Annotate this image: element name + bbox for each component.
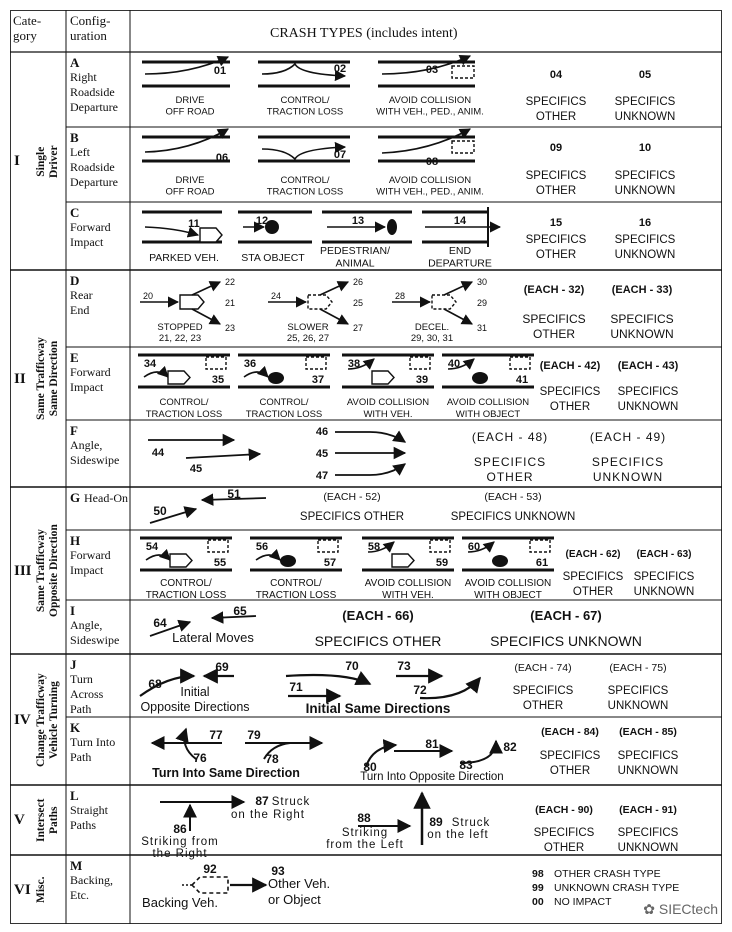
label-text: 00 — [532, 896, 544, 908]
label-text: SPECIFICS — [522, 312, 586, 326]
label-text: 70 — [345, 659, 359, 673]
watermark-text: SIECtech — [658, 901, 718, 917]
label-text: WITH OBJECT — [474, 590, 542, 601]
label-text: (EACH - 62) — [565, 549, 621, 560]
label-text: SPECIFICS — [617, 750, 679, 762]
row-letter: A — [70, 55, 80, 70]
label-text: 65 — [233, 604, 247, 618]
label-text: SPECIFICS — [562, 571, 624, 583]
category-roman: I — [14, 153, 20, 169]
label-text: (EACH - 52) — [323, 491, 381, 503]
object-icon — [387, 219, 397, 235]
label-text: SPECIFICS — [610, 312, 674, 326]
vehicle-path — [146, 555, 170, 560]
label-text: (EACH - 43) — [617, 360, 679, 372]
label-text: Lateral Moves — [172, 630, 254, 645]
label-text: WITH VEH. — [363, 409, 413, 420]
watermark — [643, 901, 718, 918]
label-text: 20 — [142, 291, 154, 301]
object-icon — [280, 555, 296, 567]
label-text: 71 — [289, 680, 303, 694]
label-text: 22 — [224, 277, 236, 287]
label-text: UNKNOWN CRASH TYPE — [554, 882, 680, 894]
label-text: UNKNOWN — [614, 249, 676, 261]
object-icon — [472, 372, 488, 384]
label-text: OTHER — [522, 700, 564, 712]
label-text: AVOID COLLISION — [388, 175, 472, 186]
label-text: TRACTION LOSS — [145, 409, 223, 420]
label-text: 87 — [255, 794, 269, 808]
label-text: CONTROL/ — [270, 578, 322, 589]
label-text: 47 — [315, 470, 329, 482]
label-text: 30 — [476, 277, 488, 287]
label-text: 93 — [271, 864, 285, 878]
label-text: SPECIFICS — [617, 827, 679, 839]
vehicle-box — [410, 357, 430, 369]
label-text: (EACH - 75) — [609, 662, 667, 674]
row-name: Forward Impact — [70, 365, 111, 394]
label-text: Initial — [180, 685, 210, 699]
vehicle-icon — [308, 295, 332, 309]
label-text: SPECIFICS UNKNOWN — [450, 511, 576, 523]
label-text: the Right — [152, 848, 208, 860]
vehicle-path — [262, 147, 345, 159]
label-text: NO IMPACT — [554, 896, 612, 908]
vehicle-path — [335, 432, 405, 442]
row-letter: E — [70, 350, 79, 365]
label-text: SPECIFICS UNKNOWN — [490, 633, 642, 649]
row-name: Turn Into Path — [70, 735, 116, 764]
category-name: Same Trafficway Opposite Direction — [35, 524, 60, 617]
label-text: Striking — [341, 827, 389, 839]
label-text: UNKNOWN — [614, 185, 676, 197]
vehicle-box — [452, 66, 474, 78]
label-text: WITH OBJECT — [455, 409, 521, 420]
label-text: AVOID COLLISION — [364, 578, 452, 589]
label-text: SPECIFICS — [607, 685, 669, 697]
label-text: 38 — [347, 358, 361, 370]
label-text: OTHER — [543, 842, 585, 854]
label-text: OFF ROAD — [165, 106, 215, 118]
row-letter: F — [70, 423, 78, 438]
row-name: Left Roadside Departure — [70, 145, 118, 189]
row-name: Forward Impact — [70, 220, 111, 249]
label-text: (EACH - 66) — [342, 608, 414, 623]
label-text: 55 — [213, 557, 227, 569]
label-text: 79 — [247, 728, 261, 742]
label-text: (EACH - 33) — [611, 284, 673, 296]
row-letter: J — [70, 657, 77, 672]
label-text: 89 — [429, 815, 443, 829]
label-text: 29 — [476, 298, 488, 308]
label-text: (EACH - 53) — [484, 491, 542, 503]
label-text: WITH VEH., PED., ANIM. — [376, 186, 484, 198]
vehicle-box — [530, 540, 550, 552]
vehicle-path — [192, 282, 220, 295]
row-letter: M — [70, 858, 83, 873]
label-text: 29, 30, 31 — [410, 333, 454, 344]
label-text: 45 — [315, 448, 329, 460]
label-text: 02 — [333, 63, 347, 75]
label-text: 58 — [367, 541, 381, 553]
label-text: (EACH - 42) — [539, 360, 601, 372]
label-text: (EACH - 63) — [636, 549, 692, 560]
label-text: 45 — [189, 463, 203, 475]
vehicle-path — [186, 454, 260, 458]
label-text: 11 — [188, 218, 200, 230]
label-text: 50 — [153, 504, 167, 518]
label-text: STOPPED — [157, 322, 203, 333]
label-text: END — [448, 245, 472, 257]
label-text: Opposite Directions — [140, 700, 250, 714]
label-text: SPECIFICS — [539, 750, 601, 762]
label-text: TRACTION LOSS — [255, 590, 337, 601]
label-text: 34 — [143, 358, 157, 370]
label-text: 76 — [193, 751, 207, 765]
label-text: Initial Same Directions — [305, 701, 451, 716]
label-text: ANIMAL — [335, 257, 375, 270]
label-text: SPECIFICS — [525, 96, 587, 108]
label-text: Backing Veh. — [142, 895, 218, 910]
label-text: SPECIFICS — [617, 386, 679, 398]
vehicle-path — [256, 555, 280, 560]
label-text: SPECIFICS — [614, 96, 676, 108]
label-text: 46 — [315, 426, 329, 438]
header-category: Cate- gory — [13, 13, 42, 43]
label-text: OTHER — [572, 586, 614, 598]
vehicle-box — [510, 357, 530, 369]
label-text: 77 — [209, 728, 223, 742]
label-text: WITH VEH., PED., ANIM. — [376, 106, 484, 118]
vehicle-icon — [170, 554, 192, 567]
label-text: 25 — [352, 298, 364, 308]
label-text: 72 — [413, 683, 427, 697]
label-text: 59 — [435, 557, 449, 569]
row-name: Forward Impact — [70, 548, 111, 577]
label-text: TRACTION LOSS — [266, 186, 344, 198]
label-text: 86 — [173, 822, 187, 836]
vehicle-icon — [168, 371, 190, 384]
label-text: 13 — [351, 215, 365, 227]
header-crash-types: CRASH TYPES (includes intent) — [270, 26, 458, 41]
label-text: 64 — [153, 616, 167, 630]
category-roman: VI — [14, 881, 31, 898]
label-text: CONTROL/ — [280, 175, 330, 186]
vehicle-icon — [200, 228, 222, 242]
label-text: (EACH - 84) — [541, 726, 599, 738]
vehicle-box — [430, 540, 450, 552]
row-name: Straight Paths — [70, 803, 108, 832]
label-text: or Object — [268, 892, 321, 907]
category-name: Intersect Paths — [35, 798, 60, 842]
label-text: SPECIFICS OTHER — [314, 633, 442, 649]
label-text: CONTROL/ — [159, 397, 209, 408]
label-text: (EACH - 91) — [619, 804, 677, 816]
label-text: 35 — [211, 374, 225, 386]
label-text: 44 — [151, 447, 165, 459]
vehicle-icon — [180, 295, 204, 309]
label-text: Struck — [451, 817, 491, 829]
wechat-icon: ✿ — [643, 901, 659, 917]
vehicle-icon — [372, 371, 394, 384]
label-text: 40 — [447, 358, 461, 370]
label-text: 10 — [638, 142, 652, 154]
label-text: from the Left — [326, 839, 404, 851]
row-name: Backing, Etc. — [70, 873, 113, 902]
object-icon — [268, 372, 284, 384]
label-text: 99 — [532, 882, 544, 894]
label-text: (EACH - 74) — [514, 662, 572, 674]
label-text: SPECIFICS — [525, 170, 587, 182]
label-text: UNKNOWN — [607, 700, 669, 712]
row-name: Angle, Sideswipe — [70, 618, 120, 647]
label-text: Turn Into Same Direction — [152, 766, 300, 780]
label-text: AVOID COLLISION — [346, 397, 430, 408]
label-text: AVOID COLLISION — [388, 95, 472, 106]
label-text: 14 — [453, 215, 467, 227]
label-text: (EACH - 48) — [471, 430, 549, 444]
label-text: 57 — [323, 557, 337, 569]
row-letter: K — [70, 720, 81, 735]
label-text: CONTROL/ — [259, 397, 309, 408]
label-text: DEPARTURE — [428, 257, 492, 270]
label-text: 08 — [425, 156, 439, 168]
label-text: OTHER — [549, 401, 591, 413]
label-text: 04 — [549, 69, 563, 81]
label-text: 80 — [363, 760, 377, 774]
category-roman: V — [14, 812, 25, 828]
vehicle-path — [145, 129, 228, 152]
label-text: CONTROL/ — [160, 578, 212, 589]
label-text: 73 — [397, 659, 411, 673]
label-text: 61 — [535, 557, 549, 569]
label-text: OTHER — [533, 327, 575, 341]
label-text: PEDESTRIAN/ — [319, 245, 391, 257]
label-text: DRIVE — [175, 95, 205, 106]
label-text: OFF ROAD — [165, 186, 215, 198]
vehicle-path — [262, 64, 345, 76]
label-text: SPECIFICS — [512, 685, 574, 697]
label-text: 15 — [549, 217, 563, 229]
category-roman: IV — [14, 711, 31, 728]
category-roman: II — [14, 370, 26, 387]
label-text: 12 — [255, 215, 269, 227]
label-text: UNKNOWN — [617, 401, 679, 413]
label-text: Other Veh. — [268, 876, 331, 891]
row-letter: B — [70, 130, 79, 145]
row-letter: G — [70, 490, 81, 505]
row-letter: H — [70, 533, 81, 548]
label-text: SPECIFICS OTHER — [299, 511, 405, 523]
label-text: 54 — [145, 541, 159, 553]
label-text: 98 — [532, 868, 544, 880]
label-text: 68 — [148, 677, 162, 691]
label-text: 03 — [425, 64, 439, 76]
label-text: 69 — [215, 660, 229, 674]
vehicle-icon — [392, 554, 414, 567]
label-text: 28 — [394, 291, 406, 301]
vehicle-box — [452, 141, 474, 153]
row-letter: D — [70, 273, 80, 288]
vehicle-box — [208, 540, 228, 552]
label-text: 37 — [311, 374, 325, 386]
label-text: OTHER — [535, 249, 577, 261]
label-text: 41 — [515, 374, 529, 386]
label-text: (EACH - 85) — [619, 726, 677, 738]
label-text: 81 — [425, 737, 439, 751]
label-text: 83 — [459, 758, 473, 772]
label-text: 78 — [265, 752, 279, 766]
label-text: DECEL. — [414, 322, 450, 333]
label-text: UNKNOWN — [633, 586, 695, 598]
category-name: Misc. — [35, 876, 47, 903]
label-text: (EACH - 49) — [589, 430, 667, 444]
label-text: SPECIFICS — [533, 827, 595, 839]
label-text: UNKNOWN — [617, 842, 679, 854]
label-text: UNKNOWN — [617, 765, 679, 777]
label-text: Struck — [271, 796, 311, 808]
label-text: 88 — [357, 811, 371, 825]
label-text: 06 — [215, 152, 229, 164]
label-text: on the left — [427, 829, 489, 841]
category-name: Change Trafficway Vehicle Turning — [35, 672, 60, 767]
label-text: SPECIFICS — [473, 455, 547, 469]
label-text: TRACTION LOSS — [245, 409, 323, 420]
label-text: 51 — [227, 487, 241, 501]
label-text: 27 — [352, 323, 364, 333]
label-text: 56 — [255, 541, 269, 553]
label-text: (EACH - 32) — [523, 284, 585, 296]
vehicle-box — [206, 357, 226, 369]
label-text: 60 — [467, 541, 481, 553]
label-text: AVOID COLLISION — [446, 397, 530, 408]
label-text: CONTROL/ — [280, 95, 330, 106]
category-name: Same Trafficway Same Direction — [35, 337, 60, 420]
vehicle-box — [318, 540, 338, 552]
category-roman: III — [14, 562, 32, 579]
label-text: SPECIFICS — [591, 455, 665, 469]
label-text: OTHER — [535, 185, 577, 197]
label-text: on the Right — [230, 809, 306, 821]
label-text: (EACH - 67) — [530, 608, 602, 623]
vehicle-path — [420, 678, 480, 698]
label-text: SPECIFICS — [633, 571, 695, 583]
label-text: OTHER — [486, 470, 534, 484]
row-name: Rear End — [70, 288, 93, 317]
label-text: 26 — [352, 277, 364, 287]
label-text: UNKNOWN — [592, 470, 664, 484]
label-text: 21 — [224, 298, 236, 308]
label-text: TRACTION LOSS — [145, 590, 227, 601]
label-text: Striking from — [141, 836, 219, 848]
label-text: 25, 26, 27 — [286, 333, 330, 344]
row-letter: C — [70, 205, 80, 220]
label-text: (EACH - 90) — [535, 804, 593, 816]
label-text: UNKNOWN — [614, 111, 676, 123]
vehicle-path — [335, 464, 405, 475]
label-text: WITH VEH. — [382, 590, 434, 601]
row-name: Turn Across Path — [70, 672, 104, 716]
label-text: OTHER — [549, 765, 591, 777]
vehicle-box — [306, 357, 326, 369]
vehicle-path — [444, 282, 472, 295]
label-text: 23 — [224, 323, 236, 333]
row-letter: I — [70, 603, 76, 618]
label-text: TRACTION LOSS — [266, 106, 344, 118]
label-text: 92 — [203, 862, 217, 876]
label-text: OTHER — [535, 111, 577, 123]
label-text: 39 — [415, 374, 429, 386]
label-text: 36 — [243, 358, 257, 370]
label-text: 05 — [638, 69, 652, 81]
row-name: Right Roadside Departure — [70, 70, 118, 114]
backing-vehicle-icon — [192, 877, 228, 893]
label-text: SPECIFICS — [614, 234, 676, 246]
label-text: SLOWER — [287, 322, 329, 333]
label-text: OTHER CRASH TYPE — [554, 868, 661, 880]
label-text: UNKNOWN — [610, 327, 674, 341]
category-name: Single Driver — [35, 144, 60, 178]
label-text: 82 — [503, 740, 517, 754]
label-text: Turn Into Opposite Direction — [360, 771, 504, 783]
label-text: STA OBJECT — [241, 252, 305, 264]
label-text: SPECIFICS — [525, 234, 587, 246]
label-text: 31 — [476, 323, 488, 333]
object-icon — [492, 555, 508, 567]
label-text: 01 — [213, 65, 227, 77]
label-text: 07 — [333, 149, 347, 161]
vehicle-path — [320, 282, 348, 295]
header-configuration: Config- uration — [70, 13, 111, 43]
label-text: AVOID COLLISION — [464, 578, 552, 589]
vehicle-icon — [432, 295, 456, 309]
label-text: PARKED VEH. — [149, 252, 219, 264]
row-name: Head-On — [84, 491, 128, 505]
vehicle-path — [244, 372, 268, 377]
label-text: DRIVE — [175, 175, 205, 186]
label-text: SPECIFICS — [539, 386, 601, 398]
vehicle-path — [144, 372, 168, 377]
label-text: 16 — [638, 217, 652, 229]
row-name: Angle, Sideswipe — [70, 438, 120, 467]
row-letter: L — [70, 788, 79, 803]
label-text: 21, 22, 23 — [158, 333, 202, 344]
label-text: 24 — [270, 291, 282, 301]
label-text: 09 — [549, 142, 563, 154]
label-text: SPECIFICS — [614, 170, 676, 182]
